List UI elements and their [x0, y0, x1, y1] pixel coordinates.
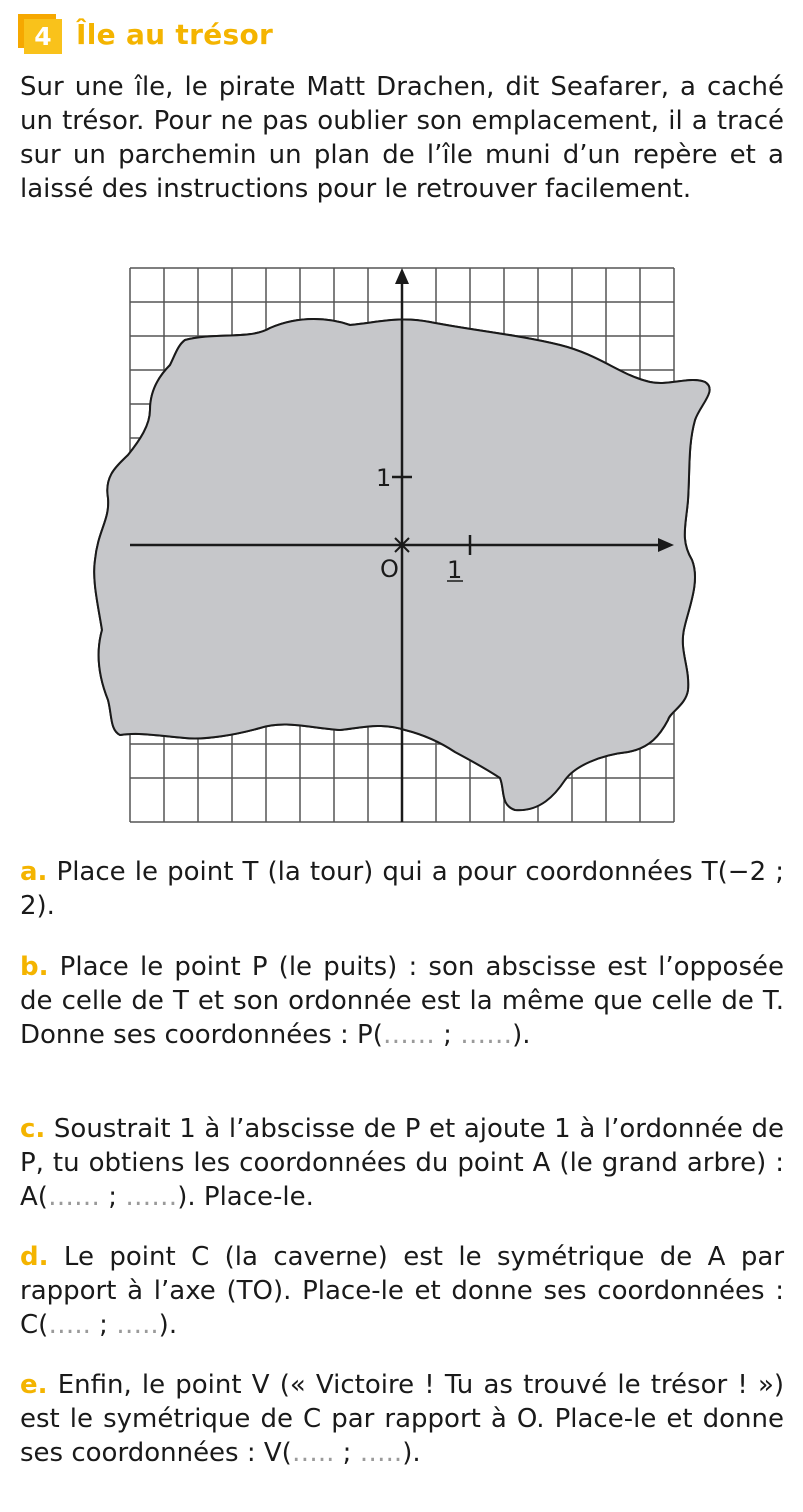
answer-blank[interactable]: ….. [359, 1438, 403, 1468]
question-c [20, 1112, 784, 1214]
question-e-end: ). [402, 1438, 421, 1468]
question-e [20, 1368, 784, 1470]
answer-blank[interactable]: …… [47, 1182, 100, 1212]
answer-blank[interactable]: ….. [48, 1310, 91, 1340]
coordinate-separator: ; [434, 1020, 461, 1050]
treasure-island-map [90, 258, 730, 828]
y-axis-arrow-icon [395, 268, 409, 284]
question-c-letter: c. [20, 1114, 46, 1144]
question-b [20, 950, 784, 1052]
y-unit-label: 1 [376, 464, 392, 492]
question-b-letter: b. [20, 952, 49, 982]
exercise-number: 4 [24, 19, 62, 54]
question-a-letter: a. [20, 857, 48, 887]
origin-label: O [380, 555, 399, 583]
answer-blank[interactable]: …… [460, 1020, 513, 1050]
exercise-number-badge [18, 14, 62, 54]
intro-paragraph: Sur une île, le pirate Matt Drachen, dit Seafarer, a caché un trésor. Pour ne pas oublier son emplacement, il a tracé sur un parchemin un plan de l’île muni d’un repère et a laissé des instructions pour le retrouver facilement. [20, 72, 784, 204]
exercise-header [18, 14, 273, 54]
question-c-end: ). Place-le. [177, 1182, 314, 1212]
coordinate-separator: ; [90, 1310, 117, 1340]
answer-blank[interactable]: …… [125, 1182, 178, 1212]
question-c-text: Soustrait 1 à l’abscisse de P et ajoute 1 à l’ordonnée de P, tu obtiens les coordonnées du point A (le grand arbre) : A( [20, 1114, 785, 1212]
question-a-text: Place le point T (la tour) qui a pour coordonnées T(−2 ; 2). [20, 857, 784, 921]
question-d-end: ). [158, 1310, 178, 1340]
coordinate-separator: ; [99, 1182, 126, 1212]
exercise-title: Île au trésor [76, 17, 274, 51]
answer-blank[interactable]: ….. [116, 1310, 159, 1340]
question-e-letter: e. [20, 1370, 48, 1400]
question-e-text: Enfin, le point V (« Victoire ! Tu as trouvé le trésor ! ») est le symétrique de C par rapport à O. Place-le et donne ses coordonnées : V( [20, 1370, 784, 1468]
question-a [20, 855, 784, 923]
answer-blank[interactable]: ….. [291, 1438, 335, 1468]
question-d-letter: d. [20, 1242, 49, 1272]
x-unit-label: 1 [447, 556, 463, 584]
question-b-text: Place le point P (le puits) : son abscisse est l’opposée de celle de T et son ordonnée est la même que celle de T. Donne ses coordonnées : P( [20, 952, 785, 1050]
question-b-end: ). [512, 1020, 531, 1050]
question-d [20, 1240, 784, 1342]
question-d-text: Le point C (la caverne) est le symétrique de A par rapport à l’axe (TO). Place-le et donne ses coordonnées : C( [20, 1242, 785, 1340]
answer-blank[interactable]: …… [382, 1020, 435, 1050]
coordinate-separator: ; [334, 1438, 360, 1468]
